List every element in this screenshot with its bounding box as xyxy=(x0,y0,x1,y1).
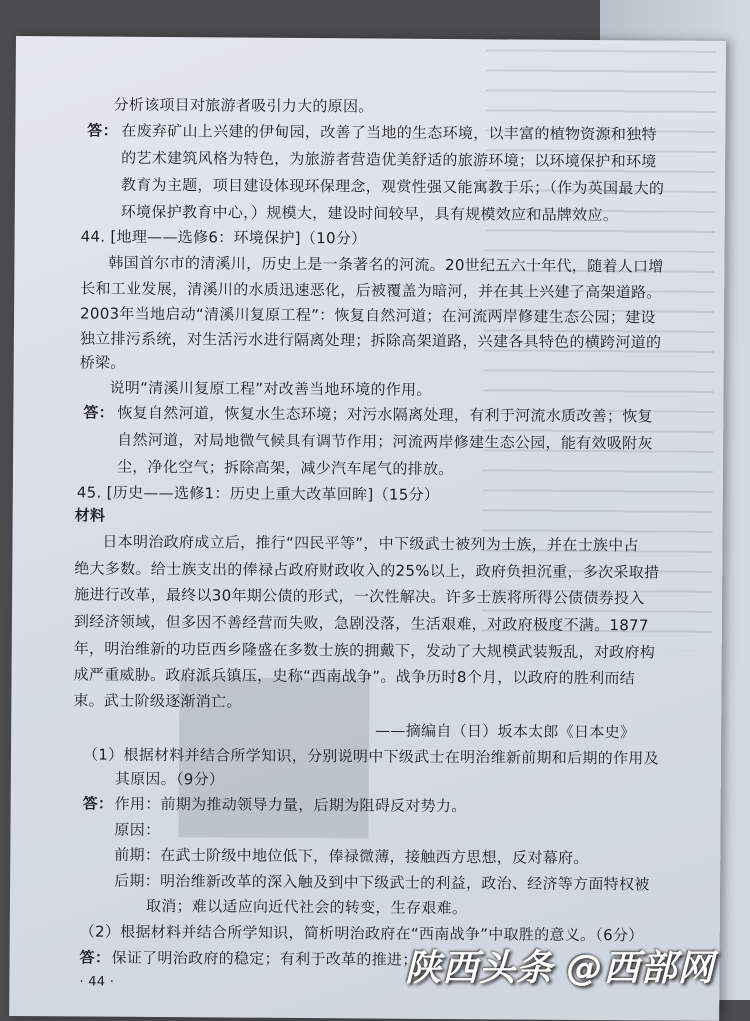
q45-material-line: 日本明治政府成立后，推行“四民平等”，中下级武士被列为士族，并在士族中占 xyxy=(102,532,639,555)
q45-sub1: （1）根据材料并结合所学知识，分别说明中下级武士在明治维新前期和后期的作用及 xyxy=(82,745,659,768)
q43-answer-label: 答： xyxy=(87,121,119,140)
q43-answer-line: 环境保护教育中心，）规模大，建设时间较早，具有规模效应和品牌效应。 xyxy=(120,202,619,225)
q45-answer1-label: 答： xyxy=(82,794,114,813)
q45-material-line: 施进行改革，最终以30年期公债的形式，一次性解决。许多士族将所得公债债券投入 xyxy=(74,585,645,608)
q45-answer1-late: 取消；难以适应向近代社会的转变，生存艰难。 xyxy=(145,896,468,918)
q45-heading: 45. [历史——选修1：历史上重大改革回眸]（15分） xyxy=(76,483,440,504)
q44-material-line: 2003年当地启动“清溪川复原工程”：恢复自然河道；在河流两岸修建生态公园；建设 xyxy=(80,304,656,327)
q45-answer1-late: 后期：明治维新改革的深入触及到中下级武士的利益，政治、经济等方面特权被 xyxy=(114,871,650,894)
q45-answer2-label: 答： xyxy=(79,948,111,967)
watermark-logo: 陕西头条 @西部网 xyxy=(405,948,715,989)
q45-material-label: 材料 xyxy=(74,506,106,525)
q45-sub1: 其原因。（9分） xyxy=(114,769,225,789)
q45-answer1-role: 作用：前期为推动领导力量，后期为阻碍反对势力。 xyxy=(114,794,467,816)
q44-answer-line: 恢复自然河道，恢复水生态环境；对污水隔离处理，有利于河流水质改善；恢复 xyxy=(117,403,653,426)
q43-answer-line: 在废弃矿山上兴建的伊甸园，改善了当地的生态环境，以丰富的植物资源和独特 xyxy=(121,121,657,144)
q44-answer-line: 自然河道，对局地微气候具有调节作用；河流两岸修建生态公园，能有效吸附灰 xyxy=(117,430,653,453)
q45-answer1-early: 前期：在武士阶级中地位低下，俸禄微薄，接触西方思想，反对幕府。 xyxy=(114,845,589,868)
q44-answer-label: 答： xyxy=(83,403,115,422)
q45-answer1-reason-label: 原因： xyxy=(114,820,161,840)
q43-prompt: 分析该项目对旅游者吸引力大的原因。 xyxy=(113,95,374,116)
q44-answer-line: 尘，净化空气；拆除高架，减少汽车尾气的排放。 xyxy=(116,457,454,479)
q45-answer2-text: 保证了明治政府的稳定；有利于改革的推进； xyxy=(111,948,418,969)
q44-prompt: 说明“清溪川复原工程”对改善当地环境的作用。 xyxy=(109,378,432,399)
q44-material-line: 长和工业发展，清溪川的水质迅速恶化，后被覆盖为暗河，并在其上兴建了高架道路。 xyxy=(80,279,662,302)
q45-source: ——摘编自（日）坂本太郎《日本史》 xyxy=(375,721,636,742)
q43-answer-line: 的艺术建筑风格为特色，为旅游者营造优美舒适的旅游环境；以环境保护和环境 xyxy=(121,148,657,171)
q45-sub2: （2）根据材料并结合所学知识，简析明治政府在“西南战争”中取胜的意义。（6分） xyxy=(79,922,644,945)
q43-answer-line: 教育为主题，项目建设体现环保理念，观赏性强又能寓教于乐；（作为英国最大的 xyxy=(120,175,665,198)
q45-material-line: 成严重威胁。政府派兵镇压，史称“西南战争”。战争历时8个月，以政府的胜利而结 xyxy=(73,665,636,688)
q44-material-line: 桥梁。 xyxy=(79,353,126,372)
page-number: · 44 · xyxy=(79,974,115,990)
q44-heading: 44. [地理——选修6：环境保护]（10分） xyxy=(80,227,367,248)
q44-material-line: 独立排污系统，对生活污水进行隔离处理；拆除高架道路，兴建各具特色的横跨河道的 xyxy=(79,329,662,352)
q45-material-line: 到经济领域，但多因不善经营而失败，急剧没落，生活艰难，对政府极度不满。1877 xyxy=(73,612,649,635)
q44-material-line: 韩国首尔市的清溪川，历史上是一条著名的河流。20世纪五六十年代，随着人口增 xyxy=(108,253,664,276)
exam-page xyxy=(9,36,726,1021)
q45-material-line: 绝大多数。给士族支出的俸禄占政府财政收入的25%以上，政府负担沉重，多次采取措 xyxy=(74,559,660,582)
q45-material-line: 束。武士阶级逐渐消亡。 xyxy=(73,691,242,711)
q45-material-line: 年，明治维新的功臣西乡隆盛在多数士族的拥戴下，发动了大规模武装叛乱，对政府构 xyxy=(73,639,656,662)
